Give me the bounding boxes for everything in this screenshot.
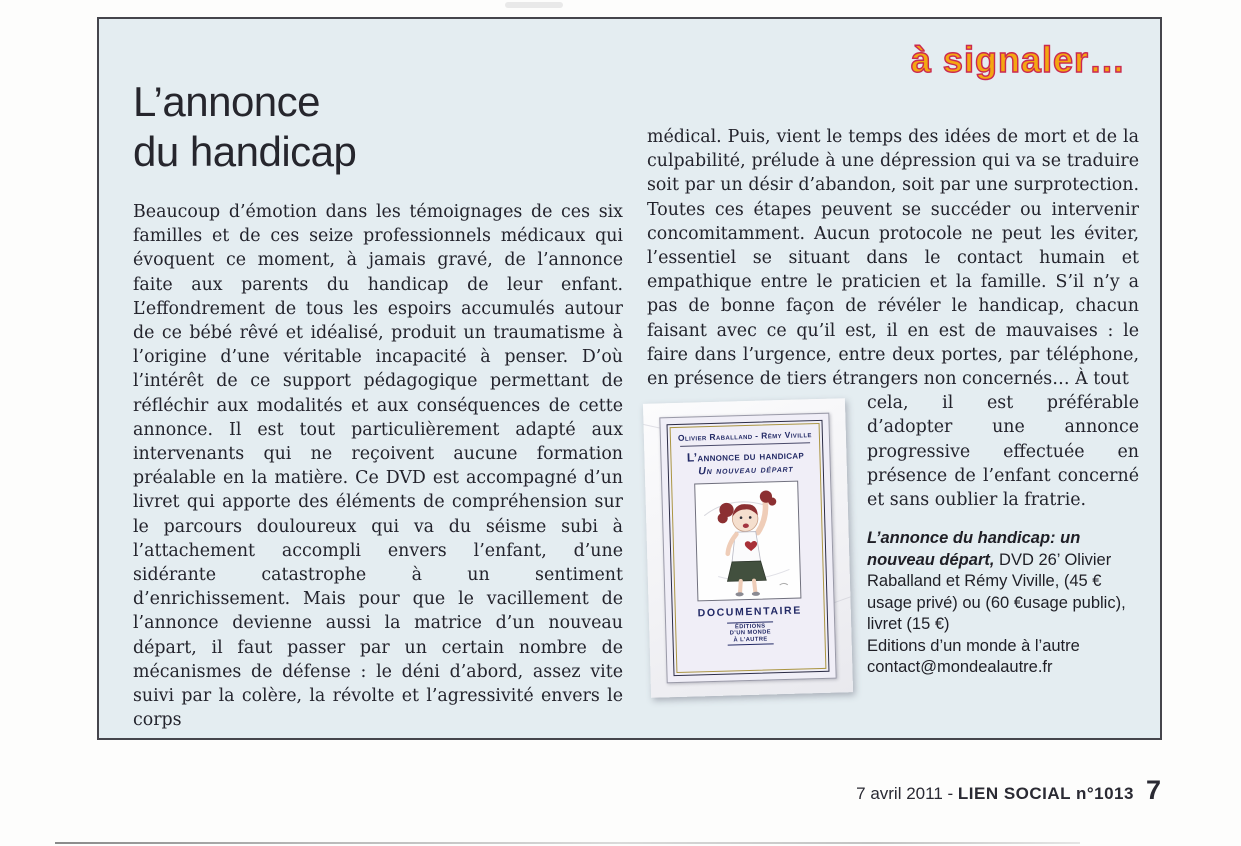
footer-page-number: 7	[1145, 775, 1161, 805]
article-panel	[97, 17, 1162, 740]
dvd-cover-frame	[667, 420, 830, 676]
article-right-column	[647, 125, 1139, 699]
dvd-publisher-line2: D’UN MONDE	[729, 630, 772, 638]
dvd-publisher-line1: ÉDITIONS	[734, 623, 766, 631]
dvd-cover-genre: DOCUMENTAIRE	[697, 604, 803, 620]
section-label: à signaler…	[910, 39, 1126, 80]
dvd-cover-rule	[680, 442, 811, 447]
dvd-publisher-logo	[727, 622, 773, 646]
article-body-left-column: Beaucoup d’émotion dans les témoignages de ces six familles et de ces seize professionnels médicaux qui évoquent ce moment, à jamais gravé, de l’annonce faite aux parents du handicap de leur enfant. L’effondrement de tous les espoirs accumulés autour de ce bébé rêvé et idéalisé, produit un traumatisme à l’origine d’une véritable incapacité à penser. D’où l’intérêt de ce support pédagogique permettant de réfléchir aux modalités et aux conséquences de cette annonce. Il est tout particulièrement adapté aux intervenants qui ne reçoivent aucune formation préalable en la matière. Ce DVD est accompagné d’un livret qui apporte des éléments de compréhension sur le parcours douloureux qui va du séisme subi à l’attachement accompli envers l’enfant, d’une sidérante catastrophe à un sentiment d’enrichissement. Mais pour que le vacillement de l’annonce devienne aussi la matrice d’un nouveau départ, il faut passer par un certain nombre de mécanismes de défense : le déni d’abord, assez vite suivi par la colère, la révolte et l’agressivité envers le corps	[133, 202, 623, 731]
dvd-publisher-line3: À L’AUTRE	[733, 636, 768, 644]
article-title-line2: du handicap	[133, 128, 357, 175]
caption-title: L’annonce du handicap: un nouveau départ,	[867, 529, 1081, 569]
scan-artifact-top	[505, 2, 563, 8]
scan-artifact-bottom	[55, 842, 1080, 844]
dvd-cover-subtitle: Un nouveau départ	[698, 462, 794, 478]
dvd-cover-title: L’annonce du handicap	[686, 447, 805, 465]
dvd-cover-card	[659, 413, 836, 684]
article-title-line1: L’annonce	[133, 78, 321, 125]
footer-date: 7 avril 2011 -	[856, 784, 958, 803]
footer-magazine-issue: LIEN SOCIAL n°1013	[957, 784, 1134, 803]
caption-publisher: Editions d’un monde à l’autre	[867, 636, 1080, 655]
page-footer	[856, 775, 1161, 806]
dvd-girl-illustration	[694, 481, 801, 602]
article-body-right-part1: médical. Puis, vient le temps des idées de mort et de la culpabilité, prélude à une dépression qui va se traduire soit par un désir d’abandon, soit par une surprotection. Toutes ces étapes peuvent se succéder ou intervenir concomitamment. Aucun protocole ne peut les éviter, l’essentiel se situant dans le contact humain et empathique entre le praticien et la famille. S’il n’y a pas de bonne façon de révéler le handicap, chacun faisant avec ce qu’il est, il en est de mauvaises : le faire dans l’urgence, entre deux portes, par téléphone, en présence de tiers étrangers non concernés… À tout	[647, 127, 1139, 390]
dvd-cover-photo	[643, 398, 853, 698]
caption-details: DVD 26’ Olivier Raballand et Rémy Viville, (45 € usage privé) ou (60 €usage public), livret (15 €)	[867, 550, 1126, 634]
dvd-cover-authors: Olivier Raballand - Rémy Viville	[677, 429, 812, 444]
article-title	[133, 77, 356, 177]
caption-contact-email: contact@mondealautre.fr	[867, 658, 1053, 677]
article-body-right-part2: cela, il est préférable d’adopter une annonce progressive effectuée en présence de l’enfant concerné et sans oublier la fratrie.	[867, 393, 1139, 511]
